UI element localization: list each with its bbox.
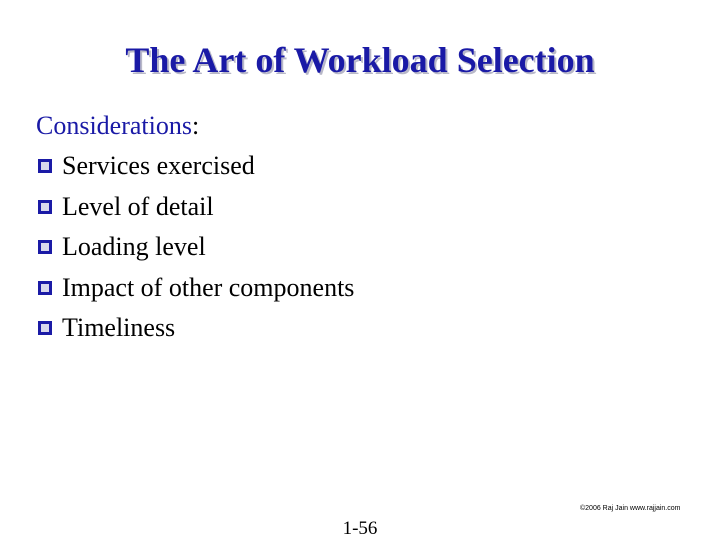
bullet-text: Impact of other components xyxy=(62,272,355,302)
page-number: 1-56 xyxy=(342,518,378,539)
list-item xyxy=(36,308,686,349)
square-bullet-icon xyxy=(38,321,52,335)
list-item xyxy=(36,146,686,187)
square-bullet-icon xyxy=(38,200,52,214)
bullet-text: Services exercised xyxy=(62,151,255,180)
list-item xyxy=(36,227,686,268)
bullet-text: Timeliness xyxy=(62,313,176,342)
bullet-list xyxy=(36,146,686,349)
square-bullet-icon xyxy=(38,240,52,254)
list-item xyxy=(36,187,686,228)
bullet-text: Level of detail xyxy=(62,191,214,221)
square-bullet-icon xyxy=(38,159,52,173)
considerations-heading xyxy=(36,106,686,146)
heading-text: Considerations xyxy=(36,111,192,140)
square-bullet-icon xyxy=(38,281,52,295)
copyright-notice: ©2006 Raj Jain www.rajjain.com xyxy=(580,505,681,512)
list-item xyxy=(36,268,686,309)
bullet-text: Loading level xyxy=(62,232,206,261)
slide-title: The Art of Workload Selection xyxy=(125,40,595,80)
slide-content xyxy=(36,106,686,349)
heading-colon: : xyxy=(192,111,200,140)
